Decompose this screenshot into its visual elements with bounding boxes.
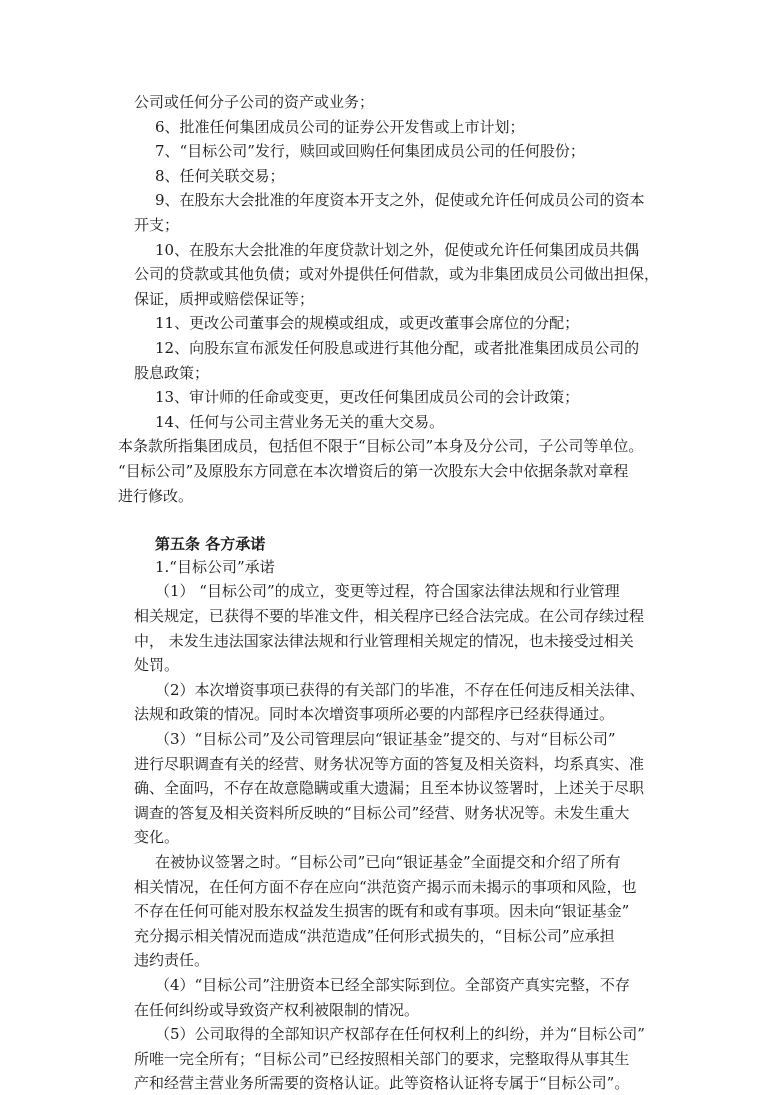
text-line: 进行尽职调查有关的经营、财务状况等方面的答复及相关资料，均系真实、准 [134,755,645,773]
text-line: 在任何纠纷或导致资产权利被限制的情况。 [134,1001,420,1019]
text-line: 12、向股东宣布派发任何股息或进行其他分配，或者批准集团成员公司的 [155,339,640,357]
text-line: 违约责任。 [134,951,210,969]
text-line: （4）“目标公司”注册资本已经全部实际到位。全部资产真实完整，不存 [155,976,630,994]
text-line: （3）“目标公司”及公司管理层向“银证基金”提交的、与对“目标公司” [155,730,616,748]
text-line: （1） “目标公司”的成立，变更等过程，符合国家法律法规和行业管理 [155,582,620,600]
text-line: 13、审计师的任命或变更，更改任何集团成员公司的会计政策； [155,388,580,406]
text-line: 股息政策； [134,364,210,382]
text-line: 相关情况，在任何方面不存在应向“洪范资产揭示而未揭示的事项和风险，也 [134,878,637,896]
text-line: 本条款所指集团成员，包括但不限于“目标公司”本身及分公司，子公司等单位。 [118,437,644,455]
text-line: 不存在任何可能对股东权益发生损害的既有和或有事项。因未向“银证基金” [134,902,630,920]
text-line: 9、在股东大会批准的年度资本开支之外，促使或允许任何成员公司的资本 [155,191,645,209]
text-line: 调查的答复及相关资料所反映的“目标公司”经营、财务状况等。未发生重大 [134,804,630,822]
text-line: 6、批准任何集团成员公司的证券公开发售或上市计划； [155,118,525,136]
subsection-heading: 1.“目标公司”承诺 [155,558,275,576]
text-line: 7、“目标公司”发行，赎回或回购任何集团成员公司的任何股份； [155,142,585,160]
text-line: 进行修改。 [118,487,194,505]
text-line: 11、更改公司董事会的规模或组成，或更改董事会席位的分配； [155,314,580,332]
text-line: 所唯一完全所有；“目标公司”已经按照相关部门的要求，完整取得从事其生 [134,1050,630,1068]
text-line: （2）本次增资事项已获得的有关部门的毕准，不存在任何违反相关法律、 [155,681,645,699]
text-line: “目标公司”及原股东方同意在本次增资后的第一次股东大会中依据条款对章程 [118,462,629,480]
text-line: 相关规定，已获得不要的毕准文件，相关程序已经合法完成。在公司存续过程 [134,607,645,625]
text-line: 开支； [134,216,180,234]
text-line: 中， 未发生违法国家法律法规和行业管理相关规定的情况，也未接受过相关 [134,632,634,650]
text-line: （5）公司取得的全部知识产权部存在任何权利上的纠纷，并为“目标公司” [155,1025,645,1043]
text-line: 保证，质押或赔偿保证等； [134,290,315,308]
text-line: 法规和政策的情况。同时本次增资事项所必要的内部程序已经获得通过。 [134,705,615,723]
text-line: 10、在股东大会批准的年度贷款计划之外，促使或允许任何集团成员共偶 [155,241,640,259]
text-line: 充分揭示相关情况而造成“洪范造成”任何形式损失的，“目标公司”应承担 [134,927,615,945]
text-line: 8、任何关联交易； [155,167,285,185]
text-line: 公司的贷款或其他负债；或对外提供任何借款，或为非集团成员公司做出担保， [134,265,660,283]
text-line: 确、全面吗，不存在故意隐瞒或重大遗漏；且至本协议签署时，上述关于尽职 [134,779,645,797]
section-heading: 第五条 各方承诺 [155,535,266,553]
text-line: 变化。 [134,828,180,846]
text-line: 14、任何与公司主营业务无关的重大交易。 [155,413,445,431]
text-line: 在被协议签署之时。“目标公司”已向“银证基金”全面提交和介绍了所有 [155,853,621,871]
text-line: 处罚。 [134,656,180,674]
text-line: 公司或任何分子公司的资产或业务； [134,93,375,111]
text-line: 产和经营主营业务所需要的资格认证。此等资格认证将专属于“目标公司”。 [134,1074,630,1092]
